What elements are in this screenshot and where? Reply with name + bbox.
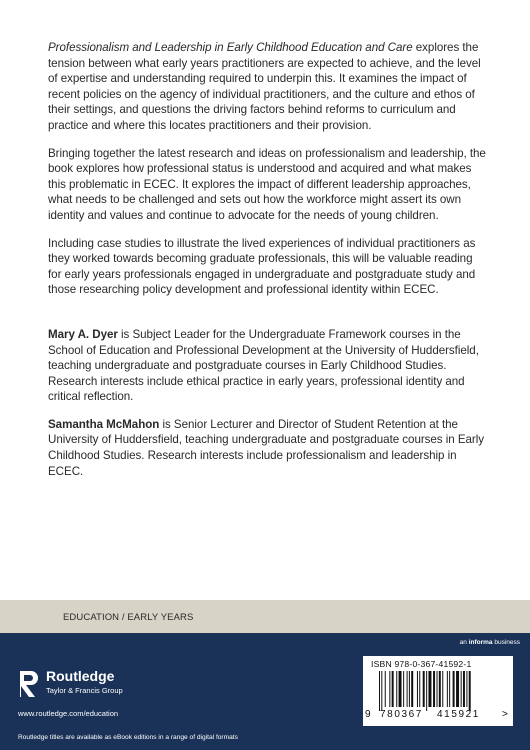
- barcode-left-digits: 780367: [380, 709, 423, 720]
- author-bio-2: [48, 417, 488, 479]
- publisher-footer: [0, 633, 530, 750]
- barcode-right-digits: 415921: [437, 709, 480, 720]
- author-bio-text: is Senior Lecturer and Director of Student Retention at the University of Huddersfield, teaching undergraduate and postgraduate courses in Early Childhood Studies. Research interests include professionalism and leadership in ECEC.: [48, 417, 484, 478]
- barcode-marker: >: [502, 709, 508, 720]
- author-name: Mary A. Dyer: [48, 327, 118, 341]
- publisher-name: Routledge: [46, 668, 115, 684]
- isbn-barcode: [363, 656, 513, 726]
- description-paragraph-3: Including case studies to illustrate the lived experiences of individual practitioners as they worked towards becoming graduate professionals, this will be valuable reading for early years professionals engaged in undergraduate and postgraduate study and those researching policy development and professional identity within ECEC.: [48, 236, 476, 297]
- informa-suffix: business: [492, 639, 520, 646]
- author-name: Samantha McMahon: [48, 417, 160, 431]
- book-title: Professionalism and Leadership in Early Childhood Education and Care: [48, 41, 413, 54]
- description-paragraph-1-rest: explores the tension between what early years practitioners are expected to achieve, and the level of expertise and understanding required to underpin this. It examines the impact of recent policies on the agency of individual practitioners, and the culture and ethos of their settings, and questions the driving factors behind reforms to curriculum and practice and where this locates practitioners and their provision.: [48, 41, 481, 132]
- back-cover-text: [48, 40, 488, 491]
- author-bio-text: is Subject Leader for the Undergraduate Framework courses in the School of Education and Professional Development at the University of Huddersfield, teaching undergraduate and postgraduate courses in Early Childhood Studies. Research interests include ethical practice in early years, professional identity and critical reflection.: [48, 327, 479, 404]
- author-bio-1: [48, 327, 488, 405]
- informa-prefix: an: [459, 639, 469, 646]
- routledge-logo-icon: [18, 669, 40, 699]
- informa-bold: informa: [468, 639, 493, 646]
- informa-tagline: [460, 639, 520, 646]
- description-paragraph-1: [48, 40, 488, 134]
- publisher-group: Taylor & Francis Group: [46, 686, 123, 695]
- publisher-website: www.routledge.com/education: [18, 709, 119, 718]
- isbn-label: ISBN 978-0-367-41592-1: [371, 659, 472, 669]
- subject-category: EDUCATION / EARLY YEARS: [63, 612, 194, 623]
- ebook-note: Routledge titles are available as eBook editions in a range of digital formats: [18, 734, 238, 741]
- barcode-first-digit: 9: [365, 709, 371, 720]
- subject-band: [0, 600, 530, 633]
- barcode-icon: [373, 671, 503, 711]
- description-paragraph-2: Bringing together the latest research and ideas on professionalism and leadership, the book explores how professional status is understood and acquired and what makes this problematic in ECEC. It explores the impact of different leadership approaches, what needs to be challenged and sets out how the workforce might assert its own identity and values and continue to advocate for the needs of young children.: [48, 146, 486, 222]
